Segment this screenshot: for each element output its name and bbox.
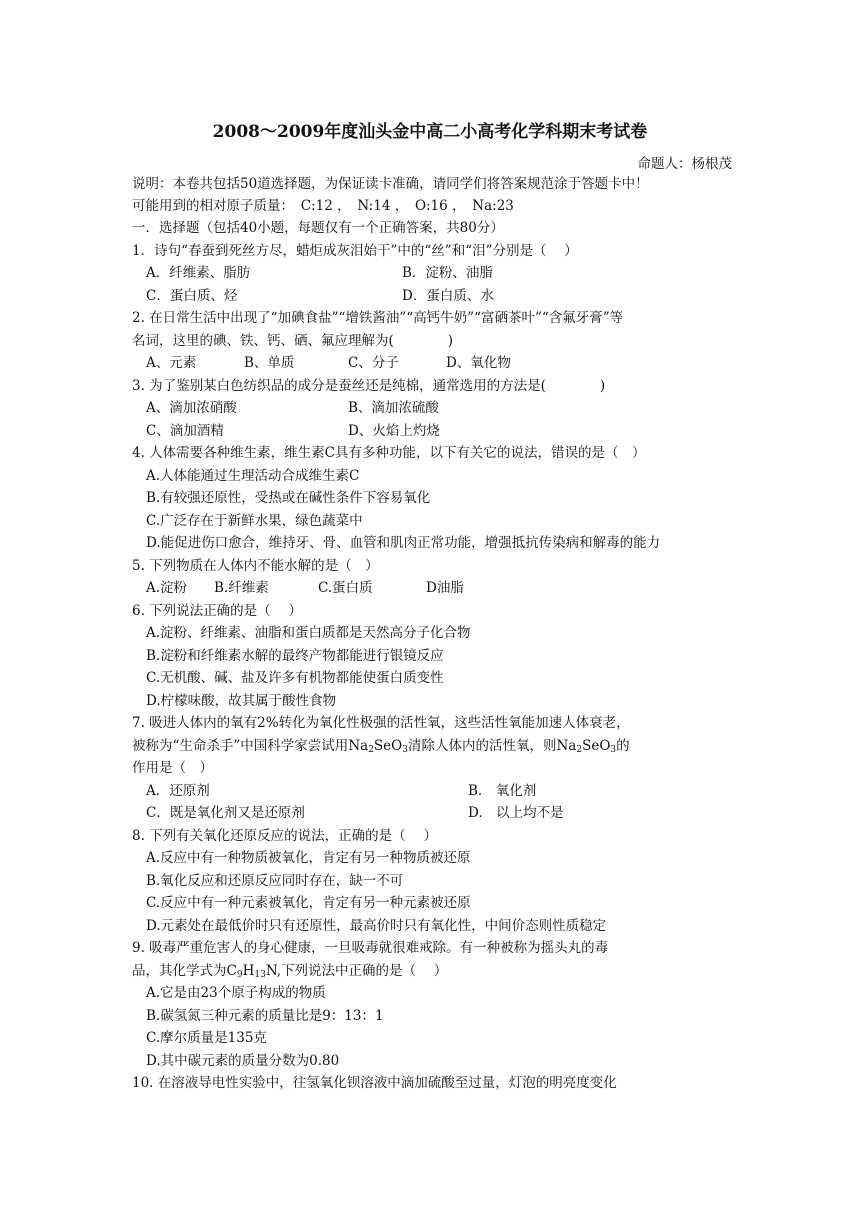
q5-option-c: C.蛋白质 [318, 580, 373, 596]
q1-option-b: B．淀粉、油脂 [402, 265, 493, 281]
q4-option-d: D.能促进伤口愈合，维持牙、骨、血管和肌肉正常功能，增强抵抗传染病和解毒的能力 [146, 535, 661, 551]
question-2-stem-line2: 名词，这里的碘、铁、钙、硒、氟应理解为( ) [132, 333, 454, 349]
question-6-stem: 6. 下列说法正确的是（ ） [132, 603, 302, 619]
question-7-stem-line1: 7. 吸进人体内的氧有2%转化为氧化性极强的活性氧，这些活性氧能加速人体衰老， [132, 715, 630, 731]
q4-option-a: A.人体能通过生理活动合成维生素C [146, 468, 360, 484]
q7-option-b: B. 氧化剂 [468, 783, 537, 799]
exam-title: 2008～2009年度汕头金中高二小高考化学科期末考试卷 [212, 122, 648, 142]
q9-option-b: B.碳氢氮三种元素的质量比是9：13：1 [146, 1008, 384, 1024]
q6-option-d: D.柠檬味酸，故其属于酸性食物 [146, 693, 337, 709]
q7-option-d: D. 以上均不是 [468, 805, 564, 821]
q1-option-c: C．蛋白质、烃 [146, 288, 238, 304]
q3-option-d: D、火焰上灼烧 [348, 423, 440, 439]
section-heading: 一．选择题（包括40小题，每题仅有一个正确答案，共80分） [132, 220, 504, 236]
q7-option-a: A．还原剂 [146, 783, 210, 799]
question-4-stem: 4. 人体需要各种维生素，维生素C具有多种功能，以下有关它的说法，错误的是（ ） [132, 445, 646, 461]
question-7-stem-line2 [132, 736, 630, 756]
q5-option-a: A.淀粉 [146, 580, 188, 596]
formula-na2seo3: $Na_2SeO_3$ [348, 738, 408, 755]
q3-option-c: C、滴加酒精 [146, 423, 224, 439]
q2-option-b: B、单质 [244, 355, 295, 371]
q9-stem-prefix: 品，其化学式为 [132, 963, 227, 979]
formula-c9h13n: $C_9H_{13}N$ [226, 963, 277, 980]
q6-option-a: A.淀粉、纤维素、油脂和蛋白质都是天然高分子化合物 [146, 625, 471, 641]
q7-option-c: C．既是氧化剂又是还原剂 [146, 805, 305, 821]
q6-option-c: C.无机酸、碱、盐及许多有机物都能使蛋白质变性 [146, 670, 444, 686]
atomic-mass-line: 可能用到的相对原子质量： C:12 ， N:14 ， O:16 ， Na:23 [132, 198, 514, 214]
q5-option-b: B.纤维素 [214, 580, 269, 596]
q8-option-b: B.氧化反应和还原反应同时存在，缺一不可 [146, 873, 404, 889]
q1-option-d: D．蛋白质、水 [402, 288, 494, 304]
q8-option-d: D.元素处在最低价时只有还原性，最高价时只有氧化性，中间价态则性质稳定 [146, 918, 607, 934]
question-8-stem: 8. 下列有关氧化还原反应的说法，正确的是（ ） [132, 828, 437, 844]
q7-stem-suffix: 的 [616, 738, 630, 754]
question-7-stem-line3: 作用是（ ） [132, 760, 213, 776]
q9-option-d: D.其中碳元素的质量分数为0.80 [146, 1053, 340, 1069]
question-9-stem-line2 [132, 961, 447, 981]
q5-option-d: D油脂 [426, 580, 464, 596]
q1-option-a: A．纤维素、脂肪 [146, 265, 251, 281]
q7-stem-middle: 清除人体内的活性氧，则 [407, 738, 557, 754]
question-2-stem-line1: 2. 在日常生活中出现了“加碘食盐”“增铁酱油”“高钙牛奶”“富硒茶叶”“含氟牙膏”等 [132, 310, 624, 326]
instructions-note: 说明：本卷共包括50道选择题，为保证读卡准确，请同学们将答案规范涂于答题卡中！ [132, 176, 649, 192]
q4-option-b: B.有较强还原性，受热或在碱性条件下容易氧化 [146, 490, 431, 506]
q8-option-c: C.反应中有一种元素被氧化，肯定有另一种元素被还原 [146, 895, 471, 911]
q3-option-a: A、滴加浓硝酸 [146, 400, 237, 416]
q7-stem-prefix: 被称为“生命杀手”中国科学家尝试用 [132, 738, 349, 754]
q6-option-b: B.淀粉和纤维素水解的最终产物都能进行银镜反应 [146, 648, 444, 664]
question-10-stem: 10. 在溶液导电性实验中，往氢氧化钡溶液中滴加硫酸至过量，灯泡的明亮度变化 [132, 1075, 617, 1091]
question-9-stem-line1: 9. 吸毒严重危害人的身心健康，一旦吸毒就很难戒除。有一种被称为摇头丸的毒 [132, 940, 609, 956]
q2-option-a: A、元素 [146, 355, 197, 371]
q2-option-c: C、分子 [348, 355, 399, 371]
q9-stem-suffix: ,下列说法中正确的是（ ） [276, 963, 448, 979]
formula-na2seo3-2: $Na_2SeO_3$ [556, 738, 617, 755]
q8-option-a: A.反应中有一种物质被氧化，肯定有另一种物质被还原 [146, 850, 471, 866]
q4-option-c: C.广泛存在于新鲜水果，绿色蔬菜中 [146, 513, 363, 529]
q9-option-a: A.它是由23个原子构成的物质 [146, 985, 326, 1001]
question-1-stem: 1．诗句“春蚕到死丝方尽，蜡炬成灰泪始干”中的“丝”和“泪”分别是（ ） [132, 243, 578, 259]
q3-option-b: B、滴加浓硫酸 [348, 400, 439, 416]
q9-option-c: C.摩尔质量是135克 [146, 1030, 267, 1046]
question-3-stem: 3. 为了鉴别某白色纺织品的成分是蚕丝还是纯棉，通常选用的方法是( ) [132, 378, 606, 394]
question-5-stem: 5. 下列物质在人体内不能水解的是（ ） [132, 558, 379, 574]
q2-option-d: D、氧化物 [446, 355, 511, 371]
author-line: 命题人：杨根茂 [637, 156, 732, 172]
